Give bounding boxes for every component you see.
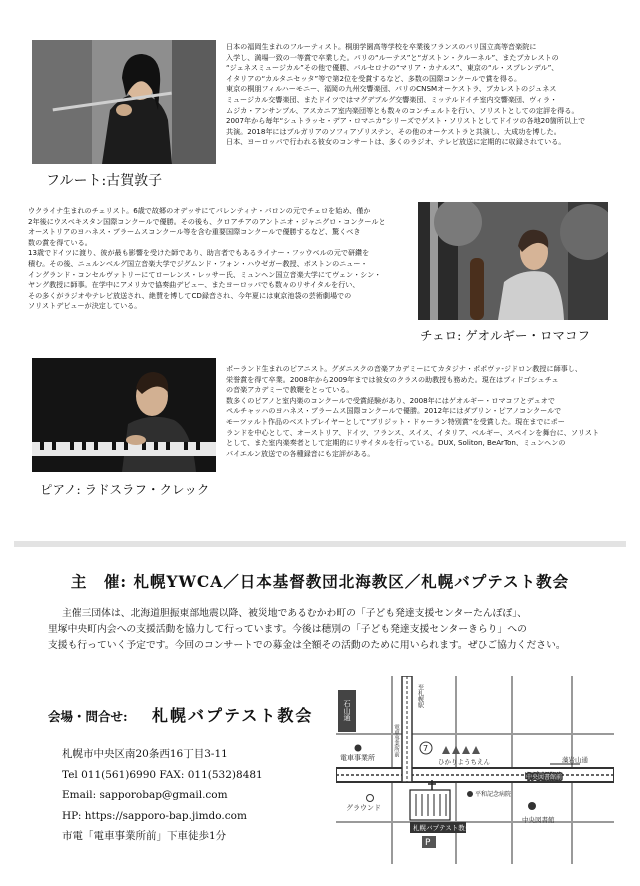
venue-map — [336, 676, 614, 864]
bio-line: ミュージカル交響楽団、またドイツではマグデブルグ交響楽団、ミッテルドイチ室内交響楽団、ヴィラ・ — [226, 94, 558, 104]
map-label-north: 至札幌駅 — [416, 684, 424, 708]
cello-caption: チェロ: ゲオルギー・ロマコフ — [420, 328, 591, 343]
bio-line: モーツァルト作品のベストプレイヤーとして“ブリジット・ドゥーラン特別賞”を受賞した。現在までにポー — [226, 416, 565, 426]
organizers-heading: 主 催: 札幌YWCA／日本基督教団北海教区／札幌バプテスト教会 — [70, 572, 570, 591]
flute-caption: フルート:古賀敦子 — [46, 173, 163, 189]
bio-line: 積む。その後、ニュルンベルグ国立音楽大学でジグムンド・フォン・ハウゼガー教授、ボストンのニュー・ — [28, 258, 368, 268]
map-label-ground: グラウンド — [346, 804, 381, 812]
map-label-seven: 7 — [423, 744, 429, 753]
bio-line: ペルチャッハのヨハネス・ブラームス国際コンクールで優勝。2012年にはダブリン・ピアノコンクールで — [226, 406, 562, 416]
bio-line: 共演。2018年にはブルガリアのソフィアゾリステン、その他のオーケストラと共演し、大成功を博した。 — [226, 126, 561, 136]
section-divider — [14, 541, 626, 547]
bio-line: 2年後にウスベキスタン国際コンクールで優勝。その後も、クロアチアのアントニオ・ジャニグロ・コンクールと — [28, 216, 386, 226]
venue-name: 札幌バプテスト教会 — [152, 706, 314, 725]
piano-caption: ピアノ: ラドスラフ・クレック — [40, 482, 210, 497]
hospital-marker — [467, 791, 473, 797]
bio-line: 日本、ヨーロッパで行われる彼女のコンサートは、多くのラジオ、テレビ放送に定期的に収録されている。 — [226, 137, 566, 147]
bio-line: の音楽アカデミーで教鞭をとっている。 — [226, 385, 354, 395]
bio-line: として、また室内楽奏者として定期的にリサイタルを行っている。DUX, Soliton, BeArTon、ミュンヘンの — [226, 438, 566, 448]
flute-photo — [32, 40, 216, 164]
venue-email[interactable]: Email: sapporobap@gmail.com — [62, 789, 228, 801]
map-label-ishiyama: 石山通 — [343, 700, 351, 721]
bio-line: イタリアの“カルタニセッタ”等で第2位を受賞するなど、多数の国際コンクールで賞を得る。 — [226, 73, 522, 83]
bio-line: ウクライナ生まれのチェリスト。6歳で故郷のオデッサにてバレンティナ・バロンの元でチェロを始め、僅か — [28, 206, 371, 215]
notice-line: 支援も行っていく予定です。今回のコンサートでの募金は全額その活動のために用いられます。ぜひご協力ください。 — [48, 640, 566, 651]
bio-line: イングランド・コンセルヴァトリーにてローレンス・レッサー氏、ミュンヘン国立音楽大学にてヴェン・シン・ — [28, 269, 382, 279]
bio-line: 日本の福岡生まれのフルーティスト。桐朋学園高等学校を卒業後フランスのパリ国立高等音楽院に — [226, 42, 537, 51]
bio-line: 東京の桐朋フィルハーモニー、福岡の九州交響楽団、パリのCNSMオーケストラ、ブカレストのジュネス — [226, 84, 557, 94]
bio-line: 数多くのピアノと室内楽のコンクールで受賞経験があり、2008年にはゲオルギー・ロマコフとデュオで — [226, 395, 555, 405]
bio-line: 栄誉賞を得て卒業。2008年から2009年までは彼女のクラスの助教授も務めた。現在はブィドゴシュチュ — [226, 374, 559, 384]
bio-line: ランドを中心として、オーストリア、ドイツ、フランス、スイス、イタリア、ベルギー、スペインを舞台に、ソリスト — [226, 427, 600, 437]
map-label-densha: 電車事業所 — [340, 754, 375, 762]
bio-line: 数の賞を得ている。 — [28, 237, 92, 247]
bio-line: バイエルン放送での各種録音にも定評がある。 — [226, 448, 375, 458]
bio-line: 入学し、満場一致の一等賞で卒業した。パリの“ルーテス”と“ガストン・クルーネル”、またブカレストの — [226, 52, 559, 62]
venue-homepage[interactable]: HP: https://sapporo-bap.jimdo.com — [62, 809, 247, 822]
venue-address: 札幌市中央区南20条西16丁目3-11 — [62, 748, 228, 760]
map-label-church: 札幌バプテスト教会 — [413, 824, 472, 832]
map-label-street-vertical: 電車事業所前 — [393, 724, 399, 757]
piano-photo — [32, 358, 216, 472]
bio-line: その多くがラジオやテレビ放送され、絶賛を博してCD録音され、今年夏には東京池袋の芸術劇場での — [28, 290, 352, 300]
bio-line: “ジェネスミュージカル”その他で優勝、バルセロナの“マリア・カナルス”、東京の“ル・スプレンデル”、 — [226, 63, 559, 73]
map-label-kitaoji: 藻岩山通 — [562, 756, 588, 764]
bio-line: 2007年から毎年“シュトラッセ・デア・ロマニカ”シリーズでゲスト・ソリストとしてドイツの各地20箇所以上で — [226, 116, 586, 126]
densha-marker — [355, 745, 362, 752]
venue-access: 市電「電車事業所前」下車徒歩1分 — [62, 830, 227, 842]
map-label-hikari: ひかりようちえん — [438, 758, 490, 766]
bio-line: 13歳でドイツに渡り、彼が最も影響を受けた師であり、助言者でもあるライナー・フッウベルの元で研鑽を — [28, 248, 370, 258]
map-label-parking: P — [425, 838, 431, 848]
contact-block — [62, 744, 263, 847]
flute-bio — [226, 42, 614, 148]
bio-line: ポーランド生まれのピアニスト。グダニスクの音楽アカデミーにてカタジナ・ポポヴァ-ジドロン教授に師事し、 — [226, 364, 582, 373]
bio-line: ソリストデビューが決定している。 — [28, 301, 142, 311]
piano-bio — [226, 364, 614, 459]
bio-line: ムジカ・アンサンブル、アスカニア室内楽団等とも数々のコンチェルトを行い、ソリストとしての定評を得る。 — [226, 105, 579, 115]
map-label-library: 中央図書館 — [522, 816, 555, 824]
map-label-chuotoshokan-dori: 中央図書館前 — [526, 774, 563, 781]
notice-text — [48, 606, 608, 654]
library-marker — [528, 802, 536, 810]
cello-bio — [28, 206, 414, 312]
notice-line: 主催三団体は、北海道胆振東部地震以降、被災地であるむかわ町の「子ども発達支援センターたんぽぽ」、 — [62, 608, 527, 619]
venue-tel: Tel 011(561)6990 FAX: 011(532)8481 — [62, 768, 263, 781]
notice-line: 里塚中央町内会への支援活動を協力して行っています。今後は穂別の「子ども発達支援センターきらり」への — [48, 624, 527, 635]
venue-label: 会場・問合せ: — [48, 709, 128, 724]
map-label-heiwa: 平和記念病院 — [475, 791, 512, 798]
bio-line: ヤング教授に師事。在学中にアメリカで協奏曲デビュー、またヨーロッパでも数々のリサイタルを行い、 — [28, 280, 360, 290]
cello-photo — [418, 202, 608, 320]
bio-line: オーストリアのヨハネス・ブラームスコンクール等を含む重要国際コンクールで優勝するなど、驚くべき — [28, 227, 361, 237]
